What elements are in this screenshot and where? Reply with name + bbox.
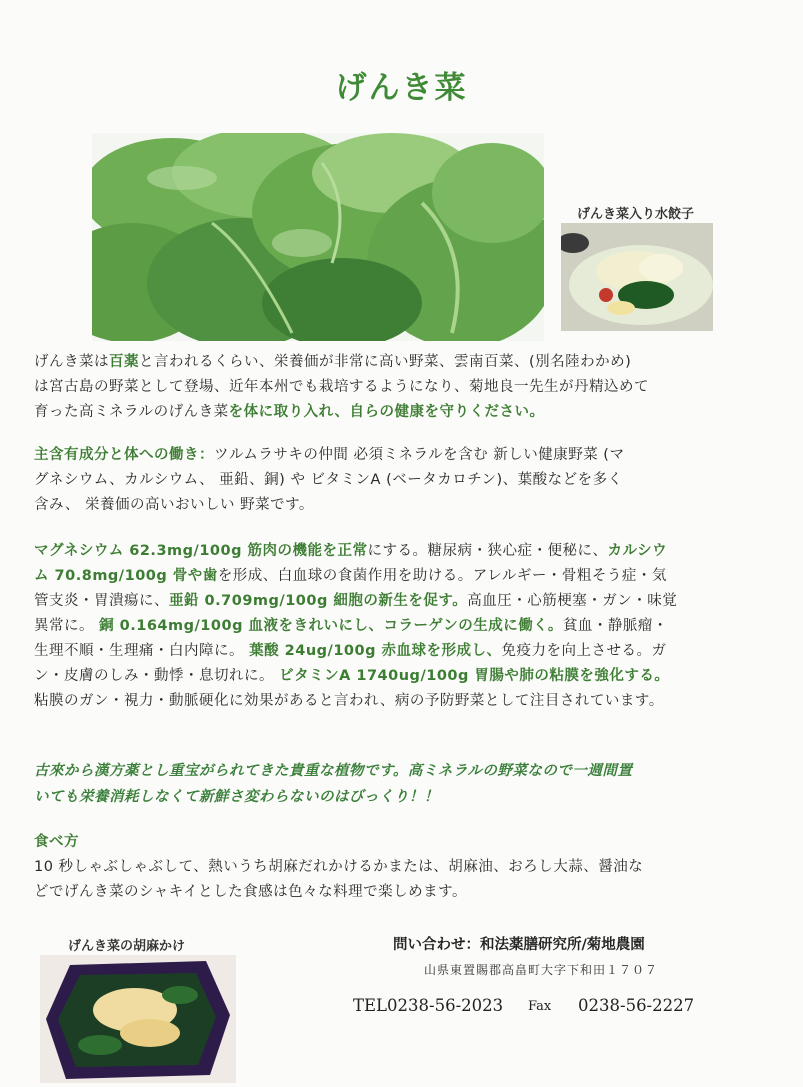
contact-address: 山県東置賜郡高畠町大字下和田１７０７ <box>424 963 659 977</box>
mineral-highlight: 銅 0.164mg/100g 血液をきれいにし、コラーゲンの生成に働く。 <box>99 618 563 634</box>
howto-text: どでげんき菜のシャキイとした食感は色々な料理で楽しめます。 <box>34 884 467 900</box>
highlight-text: いても栄養消耗しなくて新鮮さ変わらないのはびっくり！！ <box>34 789 439 805</box>
mineral-text: を形成、白血球の食菌作用を助ける。アレルギー・骨粗そう症・気 <box>217 568 667 584</box>
minerals-paragraph <box>34 539 776 714</box>
gyoza-caption: げんき菜入り水餃子 <box>577 207 695 222</box>
mineral-highlight: ム 70.8mg/100g 骨や歯 <box>34 568 218 584</box>
howto-text: 10 秒しゃぶしゃぶして、熱いうち胡麻だれかけるかまたは、胡麻油、おろし大蒜、醤油な <box>34 859 644 875</box>
howto-heading: 食べ方 <box>34 834 79 850</box>
greens-photo <box>92 133 544 341</box>
contact-fax-label: Fax <box>528 999 552 1014</box>
mineral-highlight: カルシウ <box>607 543 668 559</box>
intro-text: は宮古島の野菜として登場、近年本州でも栽培するようになり、菊地良一先生が丹精込めて <box>34 379 649 395</box>
mineral-highlight: 亜鉛 0.709mg/100g 細胞の新生を促す。 <box>169 593 468 609</box>
mineral-text: 異常に。 <box>34 618 100 634</box>
intro-highlight: を体に取り入れ、自らの健康を守りください。 <box>228 404 545 420</box>
mineral-text: 高血圧・心筋梗塞・ガン・味覚 <box>467 593 678 609</box>
highlight-paragraph <box>34 758 776 810</box>
components-text: ツルムラサキの仲間 必須ミネラルを含む 新しい健康野菜 (マ <box>214 447 625 463</box>
page-title: げんき菜 <box>335 70 468 106</box>
components-heading: 主含有成分と体への働き： <box>34 447 214 463</box>
contact-fax: 0238-56-2227 <box>578 996 695 1015</box>
intro-highlight: 百薬 <box>109 354 139 370</box>
intro-text: と言われるくらい、栄養価が非常に高い野菜、雲南百菜、(別名陸わかめ) <box>139 354 632 370</box>
goma-caption: げんき菜の胡麻かけ <box>68 939 186 954</box>
contact-heading: 問い合わせ：和法薬膳研究所/菊地農園 <box>393 937 645 953</box>
mineral-text: 貧血・静脈瘤・ <box>562 618 668 634</box>
mineral-highlight: ビタミンA 1740ug/100g 胃腸や肺の粘膜を強化する。 <box>279 668 670 684</box>
intro-text: げんき菜は <box>34 354 109 370</box>
mineral-text: 免疫力を向上させる。ガ <box>501 643 667 659</box>
intro-paragraph <box>34 350 776 425</box>
mineral-highlight: マグネシウム 62.3mg/100g 筋肉の機能を正常 <box>34 543 368 559</box>
goma-photo <box>40 955 236 1083</box>
mineral-text: 管支炎・胃潰瘍に、 <box>34 593 169 609</box>
howto-section <box>34 830 776 905</box>
components-text: グネシウム、カルシウム、 亜鉛、銅) や ビタミンA (ベータカロチン)、葉酸などを多く <box>34 472 623 488</box>
components-paragraph <box>34 443 776 518</box>
mineral-text: 生理不順・生理痛・白内障に。 <box>34 643 250 659</box>
highlight-text: 古來から漢方薬とし重宝がられてきた貴重な植物です。高ミネラルの野菜なので一週間置 <box>34 763 633 779</box>
contact-tel: TEL0238-56-2023 <box>353 996 504 1015</box>
mineral-highlight: 葉酸 24ug/100g 赤血球を形成し、 <box>249 643 502 659</box>
gyoza-photo <box>561 223 713 331</box>
mineral-text: にする。糖尿病・狭心症・便秘に、 <box>367 543 608 559</box>
mineral-text: 粘膜のガン・視力・動脈硬化に効果があると言われ、病の予防野菜として注目されています。 <box>34 693 664 709</box>
mineral-text: ン・皮膚のしみ・動悸・息切れに。 <box>34 668 280 684</box>
components-text: 含み、 栄養価の高いおいしい 野菜です。 <box>34 497 314 513</box>
intro-text: 育った高ミネラルのげんき菜 <box>34 404 229 420</box>
